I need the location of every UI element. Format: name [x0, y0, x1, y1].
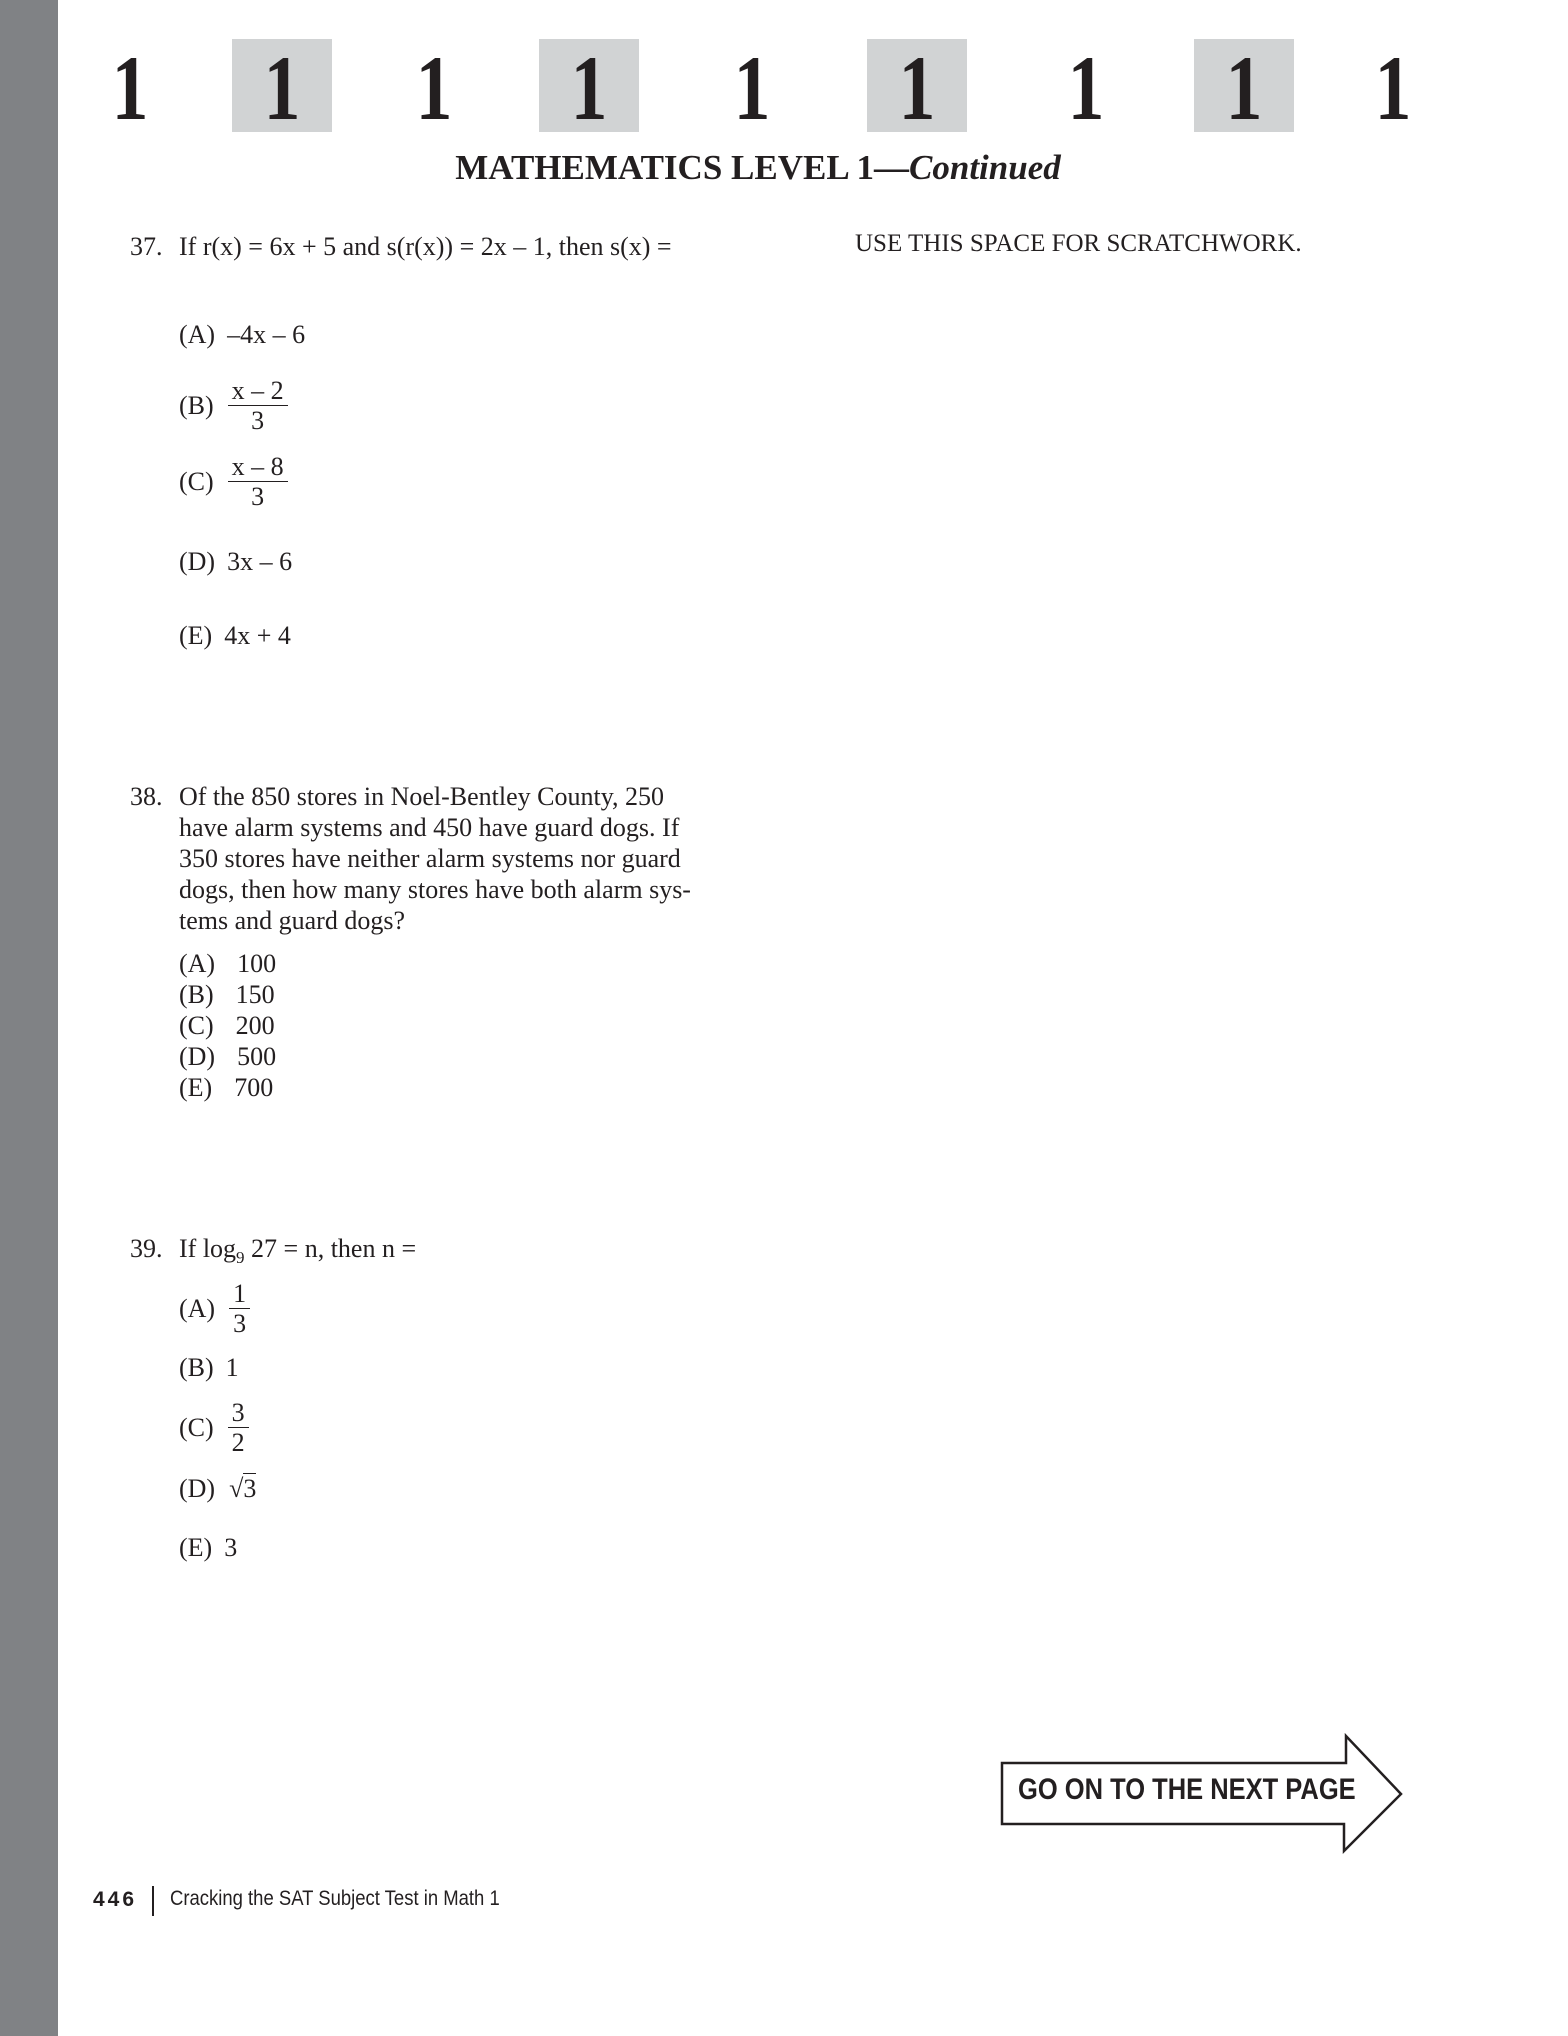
stem-line: tems and guard dogs?	[179, 906, 406, 935]
title-main: MATHEMATICS LEVEL 1—	[455, 148, 910, 187]
option-text: 4x + 4	[224, 621, 291, 650]
option-letter: (D)	[179, 547, 216, 576]
section-digit: 1	[263, 37, 301, 139]
option-letter: (A)	[179, 1294, 216, 1323]
section-digit: 1	[1374, 37, 1412, 139]
section-digit: 1	[898, 37, 936, 139]
question-stem	[179, 781, 691, 936]
stem-text: If log	[179, 1234, 237, 1263]
numerator: 3	[228, 1398, 249, 1428]
scratchwork-label: USE THIS SPACE FOR SCRATCHWORK.	[855, 230, 1302, 257]
page-number: 446	[93, 1888, 138, 1911]
option-letter: (C)	[179, 1011, 214, 1040]
stem-text: 27 = n, then n =	[244, 1234, 417, 1263]
stem-line: Of the 850 stores in Noel-Bentley County, 250	[179, 782, 665, 811]
answer-option[interactable]	[179, 1532, 237, 1563]
answer-option[interactable]	[179, 319, 305, 350]
option-text: 100	[237, 949, 277, 978]
answer-option[interactable]	[179, 620, 291, 651]
answer-option[interactable]	[179, 948, 276, 979]
option-letter: (E)	[179, 1533, 213, 1562]
question-number: 39.	[130, 1234, 163, 1263]
denominator: 2	[231, 1428, 245, 1457]
question-stem: If r(x) = 6x + 5 and s(r(x)) = 2x – 1, then s(x) =	[179, 232, 672, 261]
answer-option[interactable]	[179, 1010, 275, 1041]
option-letter: (D)	[179, 1042, 216, 1071]
denominator: 3	[251, 406, 265, 435]
answer-option[interactable]	[179, 546, 292, 577]
stem-line: have alarm systems and 450 have guard dogs. If	[179, 813, 680, 842]
option-text: 700	[234, 1073, 274, 1102]
fraction	[228, 452, 288, 511]
option-letter: (B)	[179, 980, 214, 1009]
answer-option[interactable]	[179, 452, 288, 511]
answer-options	[179, 948, 276, 1103]
numerator: 1	[229, 1279, 250, 1309]
title-italic: Continued	[909, 148, 1061, 187]
option-letter: (A)	[179, 320, 216, 349]
option-text: 1	[225, 1353, 239, 1382]
section-digit: 1	[1225, 37, 1263, 139]
question-stem	[179, 1233, 416, 1273]
stem-line: dogs, then how many stores have both alarm sys-	[179, 875, 691, 904]
fraction	[228, 1398, 249, 1457]
page-edge-bar	[0, 0, 58, 2036]
radical-sign: √	[229, 1474, 244, 1503]
option-letter: (B)	[179, 391, 214, 420]
option-letter: (B)	[179, 1353, 214, 1382]
answer-option[interactable]	[179, 376, 288, 435]
denominator: 3	[233, 1309, 247, 1338]
numerator: x – 8	[228, 452, 288, 482]
denominator: 3	[251, 482, 265, 511]
option-text: 150	[235, 980, 275, 1009]
section-digit: 1	[111, 37, 149, 139]
page-title	[0, 148, 1516, 188]
option-letter: (A)	[179, 949, 216, 978]
stem-line: 350 stores have neither alarm systems nor guard	[179, 844, 681, 873]
question-number: 38.	[130, 782, 163, 811]
answer-option[interactable]	[179, 1398, 249, 1457]
option-letter: (C)	[179, 467, 214, 496]
section-digit: 1	[570, 37, 608, 139]
option-text: 200	[235, 1011, 275, 1040]
next-page-label: GO ON TO THE NEXT PAGE	[1018, 1773, 1356, 1806]
log-base: 9	[236, 1248, 245, 1268]
fraction	[229, 1279, 250, 1338]
option-text: 500	[237, 1042, 277, 1071]
question-number: 37.	[130, 232, 163, 261]
section-digit: 1	[415, 37, 453, 139]
footer-divider	[152, 1886, 154, 1916]
numerator: x – 2	[228, 376, 288, 406]
answer-option[interactable]	[179, 1279, 250, 1338]
fraction	[228, 376, 288, 435]
option-text: 3x – 6	[227, 547, 293, 576]
option-letter: (E)	[179, 621, 213, 650]
section-digit: 1	[1067, 37, 1105, 139]
answer-option[interactable]	[179, 1041, 276, 1072]
answer-option[interactable]	[179, 1072, 273, 1103]
book-title: Cracking the SAT Subject Test in Math 1	[170, 1887, 500, 1910]
answer-option[interactable]	[179, 1352, 239, 1383]
square-root	[229, 1473, 256, 1504]
option-letter: (C)	[179, 1413, 214, 1442]
radicand: 3	[243, 1474, 257, 1503]
option-letter: (D)	[179, 1474, 216, 1503]
option-letter: (E)	[179, 1073, 213, 1102]
answer-option[interactable]	[179, 979, 275, 1010]
section-digit: 1	[733, 37, 771, 139]
option-text: 3	[224, 1533, 238, 1562]
answer-option[interactable]	[179, 1473, 256, 1504]
option-text: –4x – 6	[227, 320, 306, 349]
